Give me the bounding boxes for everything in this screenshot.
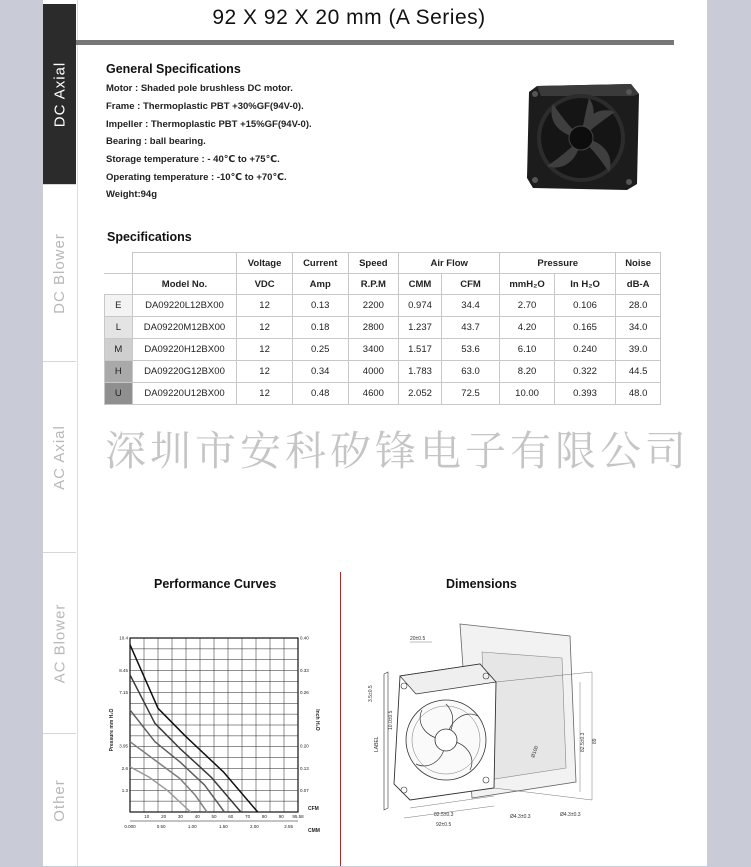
cfm-tick-label: 40: [194, 814, 200, 819]
table-corner-lower: [105, 274, 133, 295]
table-row: [105, 339, 661, 361]
cell-mmh2o: 10.00: [500, 383, 555, 405]
dim-label-diameter: Ø100: [530, 745, 541, 759]
table-header-row-units: [105, 274, 661, 295]
title-rule: [76, 40, 674, 45]
cell-dba: 39.0: [616, 339, 661, 361]
cell-vdc: 12: [237, 383, 293, 405]
tab-ac-axial[interactable]: AC Axial: [43, 362, 76, 553]
left-tick-label: 10.4: [119, 635, 128, 641]
cell-mmh2o: 2.70: [500, 295, 555, 317]
cfm-tick-label: 30: [177, 814, 183, 819]
dim-label-height: 89: [592, 738, 598, 744]
cell-cfm: 43.7: [441, 317, 499, 339]
cell-vdc: 12: [237, 295, 293, 317]
cfm-tick-label: 90: [278, 814, 284, 819]
cmm-tick-label: 1.50: [218, 824, 228, 829]
dim-label-hole-spacing: 82.5±0.3: [434, 812, 454, 818]
table-header-rpm: R.P.M: [348, 274, 399, 295]
cell-inh2o: 0.322: [554, 361, 615, 383]
cell-cmm: 1.517: [399, 339, 442, 361]
cell-rpm: 4600: [348, 383, 399, 405]
dim-label-hole-1: Ø4.3±0.3: [510, 814, 531, 820]
fan-photo: [523, 80, 643, 192]
cell-vdc: 12: [237, 339, 293, 361]
table-header-inh2o: In H₂O: [554, 274, 615, 295]
cell-cmm: 0.974: [399, 295, 442, 317]
cell-cmm: 1.237: [399, 317, 442, 339]
cell-rpm: 3400: [348, 339, 399, 361]
right-tick-label: 0.13: [300, 766, 309, 771]
tab-dc-axial[interactable]: DC Axial: [43, 4, 76, 185]
table-header-model-no: Model No.: [132, 274, 237, 295]
table-header-amp: Amp: [292, 274, 348, 295]
cell-dba: 44.5: [616, 361, 661, 383]
cell-amp: 0.18: [292, 317, 348, 339]
spec-line-weight: Weight:94g: [106, 189, 158, 200]
category-sidebar: [43, 0, 78, 866]
tab-other[interactable]: Other: [51, 778, 69, 822]
cfm-tick-label: 20: [161, 814, 167, 819]
row-level: M: [105, 339, 133, 361]
performance-curves-heading: Performance Curves: [154, 577, 277, 591]
spec-line-frame: Frame : Thermoplastic PBT +30%GF(94V-0).: [106, 101, 304, 112]
curve-H: [130, 675, 241, 812]
right-tick-label: 0.26: [300, 689, 309, 695]
table-header-vdc: VDC: [237, 274, 293, 295]
cfm-tick-label: 60: [228, 814, 234, 819]
table-header-speed: Speed: [348, 253, 399, 274]
table-row: [105, 317, 661, 339]
cell-amp: 0.48: [292, 383, 348, 405]
cell-cfm: 53.6: [441, 339, 499, 361]
table-header-cfm: CFM: [441, 274, 499, 295]
table-header-voltage: Voltage: [237, 253, 293, 274]
dim-label-lead-length: 10.0±0.5: [388, 710, 394, 730]
right-axis-label: Inch H₂O: [314, 709, 320, 731]
cell-amp: 0.13: [292, 295, 348, 317]
table-header-current: Current: [292, 253, 348, 274]
cell-rpm: 2200: [348, 295, 399, 317]
row-level: L: [105, 317, 133, 339]
dimensions-heading: Dimensions: [446, 577, 517, 591]
spec-line-bearing: Bearing : ball bearing.: [106, 136, 206, 147]
specifications-table: [104, 252, 661, 405]
right-tick-label: 0.07: [300, 787, 309, 793]
cell-inh2o: 0.106: [554, 295, 615, 317]
cell-model: DA09220M12BX00: [132, 317, 237, 339]
cell-inh2o: 0.165: [554, 317, 615, 339]
table-header-pressure: Pressure: [500, 253, 616, 274]
table-header-air-flow: Air Flow: [399, 253, 500, 274]
cell-model: DA09220G12BX00: [132, 361, 237, 383]
table-corner: [105, 253, 133, 274]
cell-mmh2o: 8.20: [500, 361, 555, 383]
tab-ac-blower[interactable]: AC Blower: [43, 553, 76, 734]
curve-E: [130, 767, 191, 812]
cmm-tick-label: 0.000: [124, 824, 136, 829]
row-level: H: [105, 361, 133, 383]
table-header-row-groups: [105, 253, 661, 274]
left-tick-label: 2.6: [121, 766, 128, 771]
cell-model: DA09220L12BX00: [132, 295, 237, 317]
company-watermark: 深圳市安科矽锋电子有限公司: [105, 427, 690, 475]
cfm-tick-label: 95.58: [292, 814, 304, 819]
curve-U: [130, 645, 258, 812]
tab-dc-blower[interactable]: DC Blower: [43, 185, 76, 362]
left-tick-label: 8.45: [119, 668, 128, 674]
table-header-model: [132, 253, 237, 274]
cell-amp: 0.34: [292, 361, 348, 383]
cell-mmh2o: 4.20: [500, 317, 555, 339]
cell-cfm: 63.0: [441, 361, 499, 383]
cell-inh2o: 0.240: [554, 339, 615, 361]
cfm-tick-label: 50: [211, 814, 217, 819]
page-title: 92 X 92 X 20 mm (A Series): [212, 6, 486, 29]
cell-amp: 0.25: [292, 339, 348, 361]
cell-cmm: 1.783: [399, 361, 442, 383]
cfm-tick-label: 80: [261, 814, 267, 819]
dim-label-depth: 20±0.5: [410, 636, 426, 642]
cell-rpm: 4000: [348, 361, 399, 383]
cell-cfm: 34.4: [441, 295, 499, 317]
dim-label-hole-2: Ø4.3±0.3: [560, 812, 581, 818]
right-tick-label: 0.33: [300, 668, 309, 674]
top-axis-unit: CFM: [308, 806, 319, 812]
cfm-tick-label: 10: [144, 814, 150, 819]
cell-dba: 48.0: [616, 383, 661, 405]
dim-label-hole-spacing-vertical: 82.5±0.3: [580, 732, 586, 752]
dimensions-drawing: [370, 612, 700, 862]
left-tick-label: 3.95: [119, 743, 128, 749]
cfm-tick-label: 70: [245, 814, 251, 819]
table-header-dba: dB-A: [616, 274, 661, 295]
dim-label-lead: 3.5±0.5: [368, 685, 374, 702]
right-tick-label: 0.40: [300, 635, 309, 641]
table-header-noise: Noise: [616, 253, 661, 274]
cell-rpm: 2800: [348, 317, 399, 339]
row-level: U: [105, 383, 133, 405]
spec-line-motor: Motor : Shaded pole brushless DC motor.: [106, 83, 293, 94]
table-row: [105, 383, 661, 405]
spec-line-storage-temp: Storage temperature : - 40℃ to +75℃.: [106, 154, 280, 165]
table-row: [105, 361, 661, 383]
section-divider: [340, 572, 341, 866]
table-header-cmm: CMM: [399, 274, 442, 295]
left-axis-label: Pressure mm H₂O: [109, 708, 115, 752]
cell-model: DA09220H12BX00: [132, 339, 237, 361]
specifications-heading: Specifications: [107, 230, 192, 244]
cmm-tick-label: 2.55: [284, 824, 294, 829]
cell-mmh2o: 6.10: [500, 339, 555, 361]
spec-line-operating-temp: Operating temperature : -10℃ to +70℃.: [106, 172, 287, 183]
table-row: [105, 295, 661, 317]
left-tick-label: 1.3: [121, 787, 128, 793]
row-level: E: [105, 295, 133, 317]
right-tick-label: 0.20: [300, 743, 309, 749]
dim-label-width: 92±0.5: [436, 822, 452, 828]
cell-cmm: 2.052: [399, 383, 442, 405]
cell-vdc: 12: [237, 317, 293, 339]
general-spec-heading: General Specifications: [106, 62, 241, 76]
cell-dba: 28.0: [616, 295, 661, 317]
dim-label-label: LABEL: [374, 736, 380, 752]
cell-cfm: 72.5: [441, 383, 499, 405]
left-tick-label: 7.15: [119, 689, 128, 695]
spec-line-impeller: Impeller : Thermoplastic PBT +15%GF(94V-0).: [106, 119, 312, 130]
cell-model: DA09220U12BX00: [132, 383, 237, 405]
cmm-tick-label: 2.00: [250, 824, 259, 829]
performance-chart-svg: [110, 630, 330, 850]
dimensions-svg: [370, 612, 700, 862]
table-header-mmh2o: mmH₂O: [500, 274, 555, 295]
cell-dba: 34.0: [616, 317, 661, 339]
cmm-tick-label: 0.50: [156, 824, 166, 829]
bottom-axis-unit: CMM: [308, 828, 320, 834]
cell-inh2o: 0.393: [554, 383, 615, 405]
cmm-tick-label: 1.00: [187, 824, 197, 829]
cell-vdc: 12: [237, 361, 293, 383]
performance-chart: [110, 630, 330, 850]
